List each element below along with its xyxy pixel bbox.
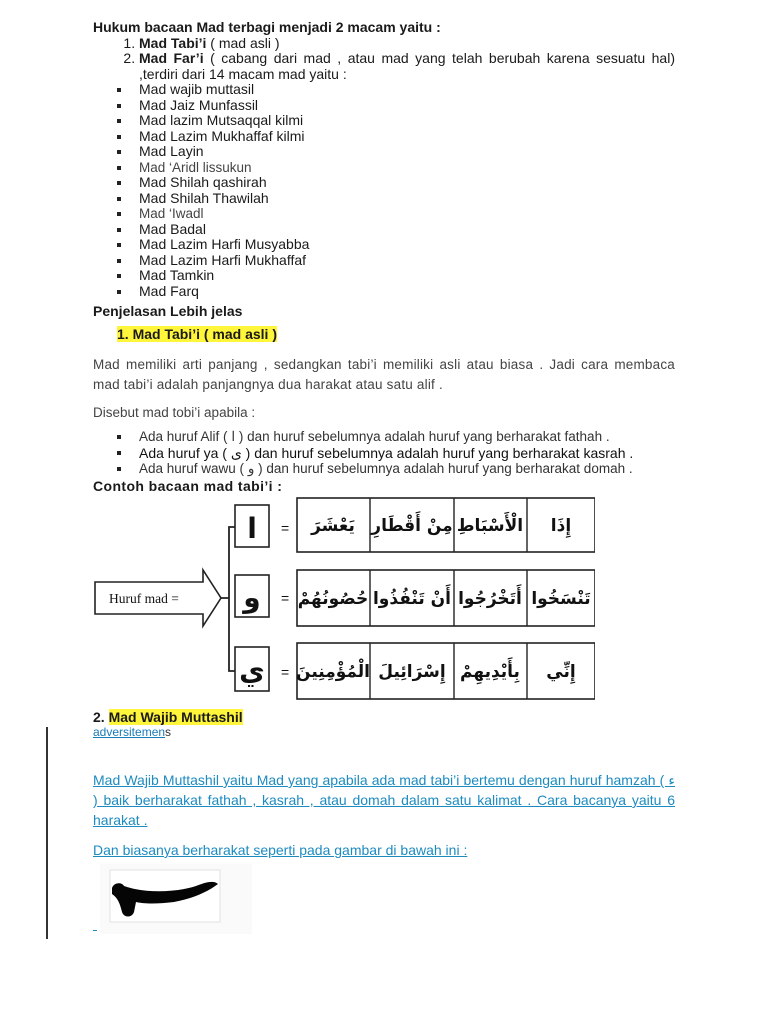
list-item: Mad Jaiz Munfassil — [139, 98, 675, 114]
section-1-paragraph: Mad memiliki arti panjang , sedangkan tabi’i memiliki asli atau biasa . Jadi cara membaca mad tabi’i adalah panjangnya dua harakat atau satu alif . — [93, 357, 675, 392]
arabic-word: إِسْرَائِيلَ — [378, 662, 446, 682]
letter-ya: ي — [239, 654, 265, 687]
section-1-title-text: 1. Mad Tabi’i ( mad asli ) — [117, 325, 277, 342]
examples-heading: Contoh bacaan mad tabi’i : — [93, 477, 283, 494]
mad-examples-figure — [93, 497, 595, 705]
tiny-link[interactable] — [93, 930, 97, 931]
list-item: Ada huruf wawu ( و ) dan huruf sebelumnya adalah huruf yang berharakat domah . — [139, 461, 675, 477]
section-1-title — [117, 327, 675, 343]
mad-types-list — [93, 36, 675, 83]
list-item: Mad Shilah qashirah — [139, 175, 675, 191]
mad-type-2 — [139, 51, 675, 82]
arabic-word: بِأَيْدِيهِمْ — [460, 662, 520, 682]
conditions-list — [93, 429, 675, 477]
list-item: Mad Layin — [139, 144, 675, 160]
section-2-paragraph[interactable]: Mad Wajib Muttashil yaitu Mad yang apabila ada mad tabi’i bertemu dengan huruf hamzah ( ء ) baik berharakat fathah , kasrah , atau domah dalam satu kalimat . Cara bacanya yaitu 6 harakat . — [93, 772, 675, 828]
arabic-word: حُصُونُهُمْ — [297, 589, 369, 609]
list-item: Mad Farq — [139, 284, 675, 300]
list-item: Mad Badal — [139, 222, 675, 238]
advertisement-link[interactable] — [93, 725, 171, 739]
mad-sign-image — [100, 864, 252, 934]
arabic-word: إِذَا — [550, 516, 572, 536]
section-2-paragraph-2[interactable]: Dan biasanya berharakat seperti pada gambar di bawah ini : — [93, 842, 468, 858]
conditions-intro: Disebut mad tobi’i apabila : — [93, 405, 256, 420]
arabic-word: الْمُؤْمِنِينَ — [296, 662, 370, 682]
intro-heading: Hukum bacaan Mad terbagi menjadi 2 macam yaitu : — [93, 19, 441, 35]
mad-type-2-name: Mad Far’i — [139, 50, 204, 66]
list-item: Mad Tamkin — [139, 268, 675, 284]
list-item: Mad wajib muttasil — [139, 82, 675, 98]
equals-sign: = — [281, 664, 290, 680]
list-item: Mad ‘Iwadl — [139, 206, 675, 222]
list-item: Mad Lazim Harfi Musyabba — [139, 237, 675, 253]
arabic-word: يَعْشَرَ — [311, 516, 355, 536]
arrow-label: Huruf mad = — [109, 591, 179, 606]
list-item: Mad Lazim Harfi Mukhaffaf — [139, 253, 675, 269]
advertisement-link-tail: s — [165, 725, 172, 739]
equals-sign: = — [281, 520, 290, 536]
section-2-title-text: Mad Wajib Muttashil — [108, 709, 243, 725]
section-2-number: 2. — [93, 709, 109, 725]
explanation-heading: Penjelasan Lebih jelas — [93, 303, 243, 319]
list-item: Mad Shilah Thawilah — [139, 191, 675, 207]
mad-fari-list — [93, 82, 675, 299]
arabic-word: تَنْسَخُوا — [531, 589, 591, 609]
document-body — [93, 20, 675, 494]
list-item: Mad lazim Mutsaqqal kilmi — [139, 113, 675, 129]
mad-type-1-note: ( mad asli ) — [206, 34, 280, 51]
mad-type-1 — [139, 36, 675, 52]
equals-sign: = — [281, 590, 290, 606]
advertisement-link-text[interactable]: adversitemen — [93, 725, 166, 739]
section-2-title — [93, 709, 243, 725]
list-item: Ada huruf Alif ( ا ) dan huruf sebelumnya adalah huruf yang berharakat fathah . — [139, 429, 675, 445]
arabic-word: أَتَخْرُجُوا — [458, 589, 522, 609]
arabic-word: أَنْ تَنْفُذُوا — [372, 589, 452, 609]
mad-type-1-name: Mad Tabi’i — [139, 34, 207, 51]
mad-type-2-note: ( cabang dari mad , atau mad yang telah berubah karena sesuatu hal) ,terdiri dari 14 macam mad yaitu : — [139, 50, 675, 82]
list-item: Mad Lazim Mukhaffaf kilmi — [139, 129, 675, 145]
arabic-word: الْأَسْبَاطِ — [456, 516, 524, 536]
list-item: Mad ‘Aridl lissukun — [139, 160, 675, 176]
arabic-word: مِنْ أَقْطَارِ — [371, 516, 453, 536]
huruf-mad-arrow — [95, 570, 221, 626]
bracket-icon — [221, 527, 235, 671]
letter-alif: ا — [247, 512, 257, 545]
vertical-divider — [46, 727, 48, 939]
arabic-word: إِنِّي — [546, 662, 576, 682]
letter-wawu: و — [243, 581, 261, 614]
list-item: Ada huruf ya ( ى ) dan huruf sebelumnya adalah huruf yang berharakat kasrah . — [139, 445, 675, 461]
